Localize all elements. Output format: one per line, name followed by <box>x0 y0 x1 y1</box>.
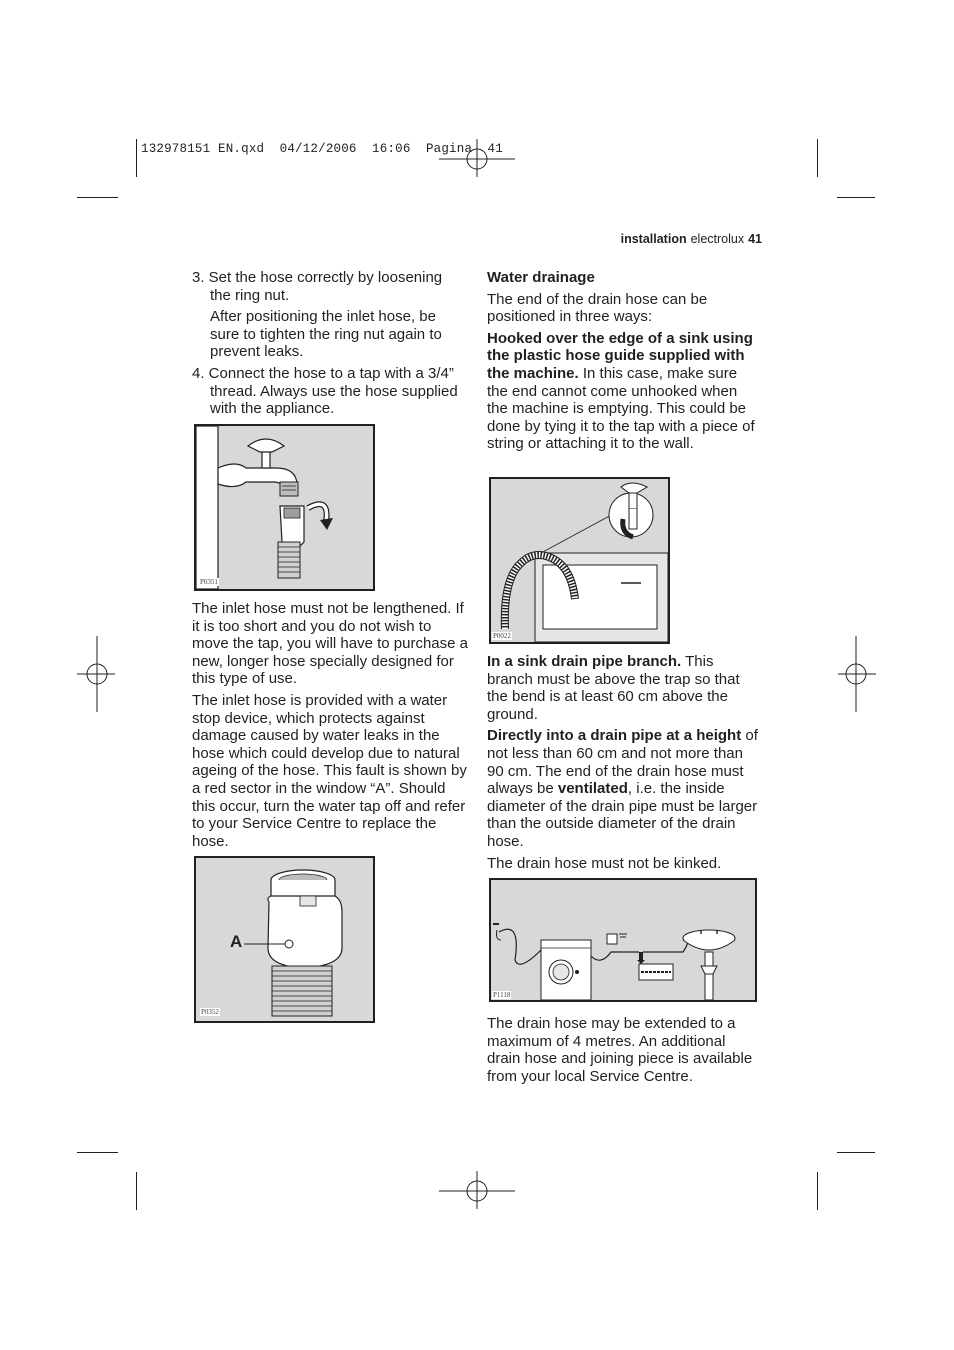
window-label-a: A <box>230 932 243 951</box>
drainage-intro: The end of the drain hose can be positioned in three ways: <box>487 290 708 326</box>
right-column-bottom <box>487 1015 762 1085</box>
drain-pipe-figure <box>489 878 757 1002</box>
crop-mark <box>817 1172 818 1210</box>
figure-code: P0351 <box>200 578 218 586</box>
drain-pipe-illustration <box>491 880 755 1000</box>
crop-mark <box>837 1152 875 1153</box>
section-heading: Water drainage <box>487 269 595 286</box>
ventilated-term: ventilated <box>557 780 628 798</box>
step-3: 3. Set the hose correctly by loosening the ring nut. <box>192 269 443 304</box>
crop-mark <box>136 1172 137 1210</box>
way-2-text: This branch must be above the trap so that the bend is at least 60 cm above the ground. <box>487 653 740 723</box>
drainage-way-2 <box>487 653 762 723</box>
step-3-note: After positioning the inlet hose, be sure to tighten the ring nut again to prevent leaks. <box>210 308 442 361</box>
sink-hook-illustration <box>491 479 668 642</box>
way-1-text: In this case, make sure the end cannot come unhooked when the machine is emptying. This could be done by tying it to the tap with a piece of string or attaching it to the wall. <box>487 364 755 453</box>
drainage-way-1 <box>487 330 759 453</box>
page-number: 41 <box>748 232 762 246</box>
crop-mark <box>837 197 875 198</box>
kink-warning: The drain hose must not be kinked. <box>487 854 722 872</box>
figure-code: P0022 <box>493 632 511 640</box>
section-name: installation <box>620 232 687 246</box>
drainage-way-3 <box>487 727 762 850</box>
left-column-bottom <box>192 600 468 850</box>
left-column-top <box>192 269 460 418</box>
sink-hook-figure <box>489 477 670 644</box>
way-2-title: In a sink drain pipe branch. <box>487 653 682 670</box>
registration-mark-right <box>836 634 876 714</box>
way-3-text: of not less than 60 cm and not more than 90 cm. The end of the drain hose must always be <box>487 727 758 798</box>
right-column-middle <box>487 653 762 872</box>
crop-mark <box>77 197 118 198</box>
running-header <box>540 232 762 246</box>
right-column-top <box>487 269 759 453</box>
water-stop-illustration <box>196 858 373 1021</box>
tap-illustration <box>196 426 373 589</box>
crop-mark <box>77 1152 118 1153</box>
brand-name: electrolux <box>690 232 745 246</box>
tap-connection-figure <box>194 424 375 591</box>
paragraph-hose-length: The inlet hose must not be lengthened. If it is too short and you do not wish to move the tap, you will have to purchase a new, longer hose specially designed for this type of use. <box>192 600 468 688</box>
water-stop-figure <box>194 856 375 1023</box>
registration-mark-left <box>77 634 117 714</box>
registration-mark-bottom <box>437 1171 517 1211</box>
figure-code: P1118 <box>493 991 511 999</box>
step-4: 4. Connect the hose to a tap with a 3/4” thread. Always use the hose supplied with the appliance. <box>192 364 458 418</box>
extension-note: The drain hose may be extended to a maximum of 4 metres. An additional drain hose and joining piece is available from your local Service Centre. <box>487 1015 753 1085</box>
way-1-title: Hooked over the edge of a sink using the plastic hose guide supplied with the machine. <box>487 329 753 382</box>
way-3-title: Directly into a drain pipe at a height <box>487 727 742 745</box>
print-slug: 132978151 EN.qxd 04/12/2006 16:06 Pagina 41 <box>141 142 503 156</box>
crop-mark <box>136 139 137 177</box>
paragraph-water-stop: The inlet hose is provided with a water stop device, which protects against damage caused by water leaks in the hose which could develop due to natural ageing of the hose. This fault is shown by a red sector in the window “A”. Should this occur, turn the water tap off and refer to your Service Centre to replace the hose. <box>192 691 467 850</box>
way-3-text-end: , i.e. the inside diameter of the drain pipe must be larger than the outside diameter of the drain hose. <box>487 780 758 850</box>
crop-mark <box>817 139 818 177</box>
figure-code: P0352 <box>201 1008 219 1016</box>
